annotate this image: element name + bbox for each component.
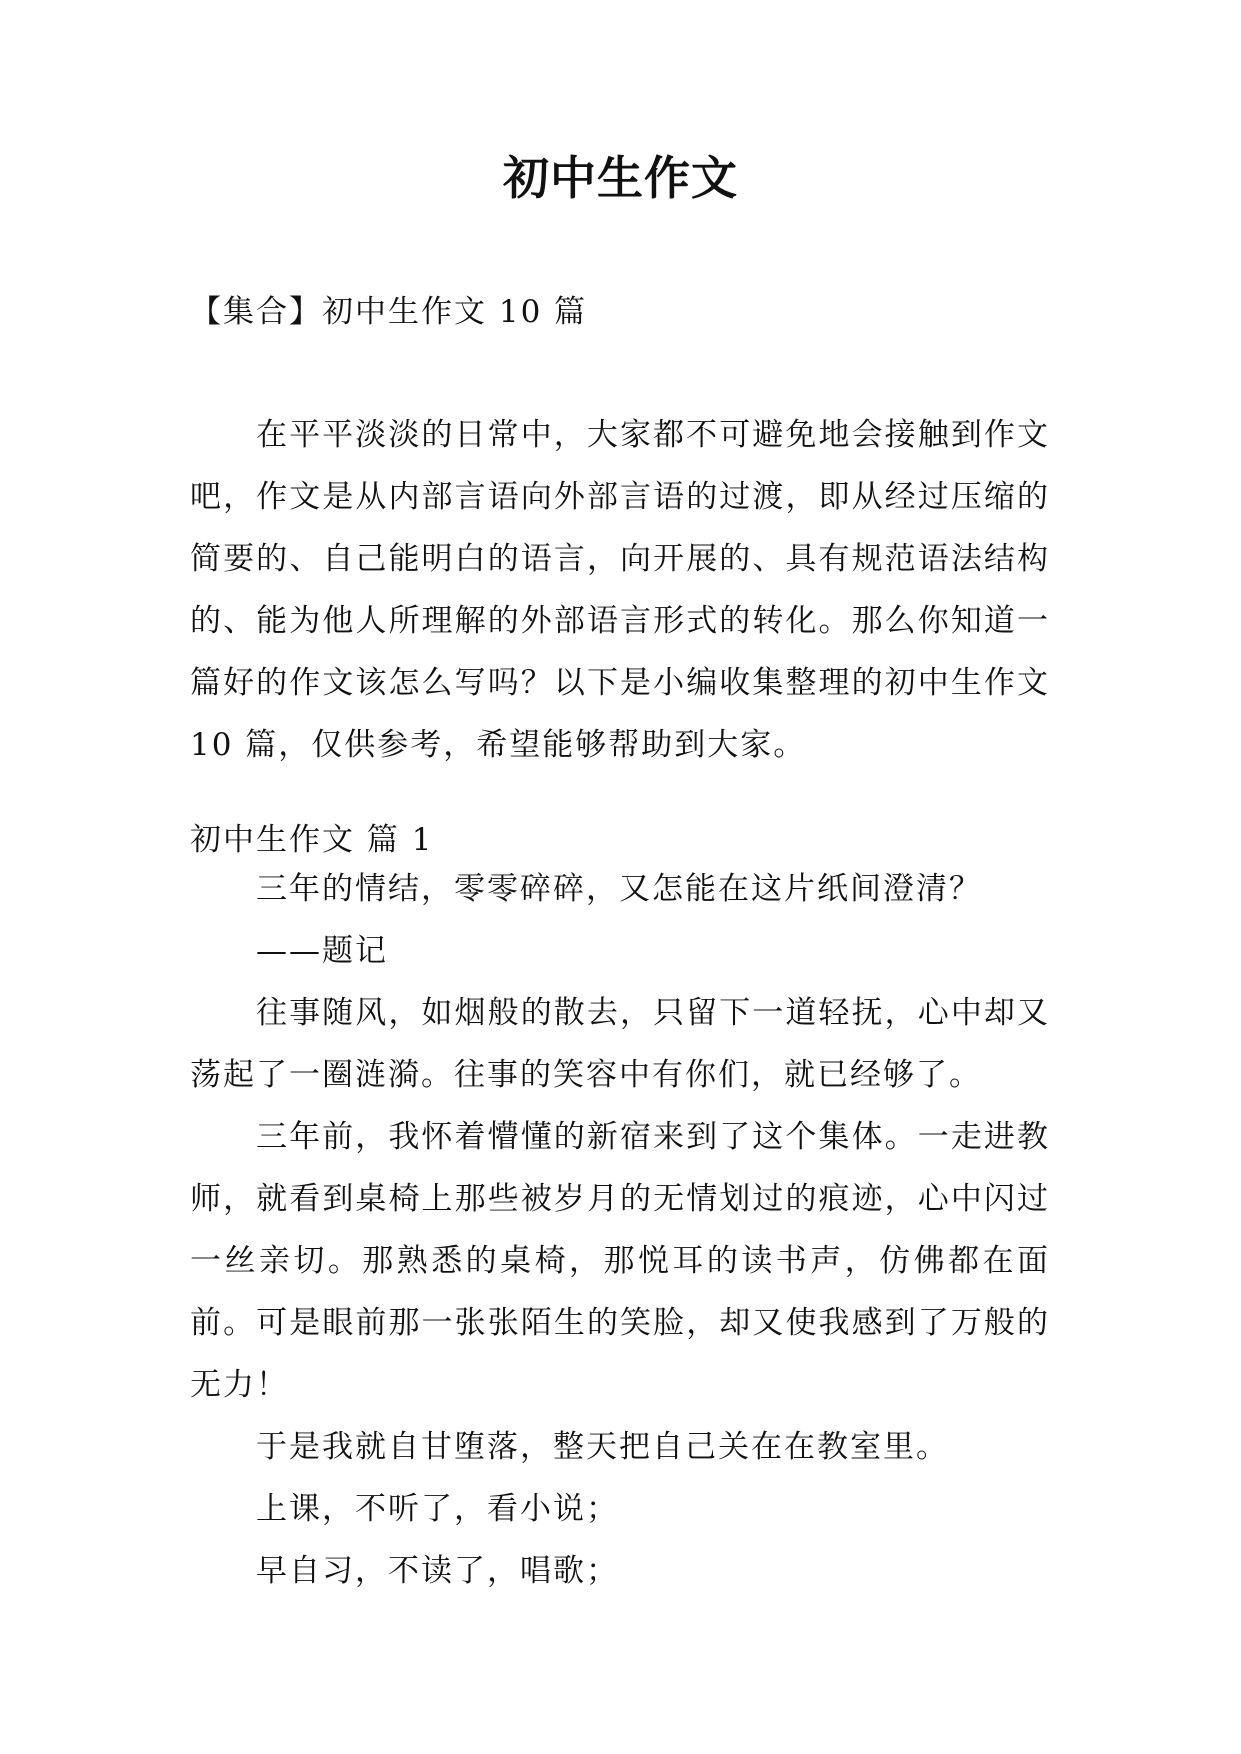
essay-paragraph: 往事随风，如烟般的散去，只留下一道轻抚，心中却又荡起了一圈涟漪。往事的笑容中有你们，就已经够了。 <box>190 995 1050 1093</box>
essay-body <box>190 858 1050 1602</box>
essay-paragraph: 三年前，我怀着懵懂的新宿来到了这个集体。一走进教师，就看到桌椅上那些被岁月的无情划过的痕迹，心中闪过一丝亲切。那熟悉的桌椅，那悦耳的读书声，仿佛都在面前。可是眼前那一张张陌生的笑脸，却又使我感到了万般的无力！ <box>190 1119 1050 1403</box>
essay-paragraph: 早自习，不读了，唱歌； <box>256 1553 619 1589</box>
section-heading: 初中生作文 篇 1 <box>190 822 434 858</box>
essay-paragraph: ——题记 <box>256 933 388 969</box>
document-title: 初中生作文 <box>503 151 738 205</box>
intro-paragraph: 在平平淡淡的日常中，大家都不可避免地会接触到作文吧，作文是从内部言语向外部言语的过渡，即从经过压缩的简要的、自己能明白的语言，向开展的、具有规范语法结构的、能为他人所理解的外部语言形式的转化。那么你知道一篇好的作文该怎么写吗？以下是小编收集整理的初中生作文 10 篇，仅供参考，希望能够帮助到大家。 <box>190 417 1050 763</box>
document-subtitle: 【集合】初中生作文 10 篇 <box>190 294 588 330</box>
essay-paragraph: 上课，不听了，看小说； <box>256 1491 619 1527</box>
essay-paragraph: 三年的情结，零零碎碎，又怎能在这片纸间澄清？ <box>256 871 982 907</box>
essay-paragraph: 于是我就自甘堕落，整天把自己关在在教室里。 <box>256 1429 949 1465</box>
